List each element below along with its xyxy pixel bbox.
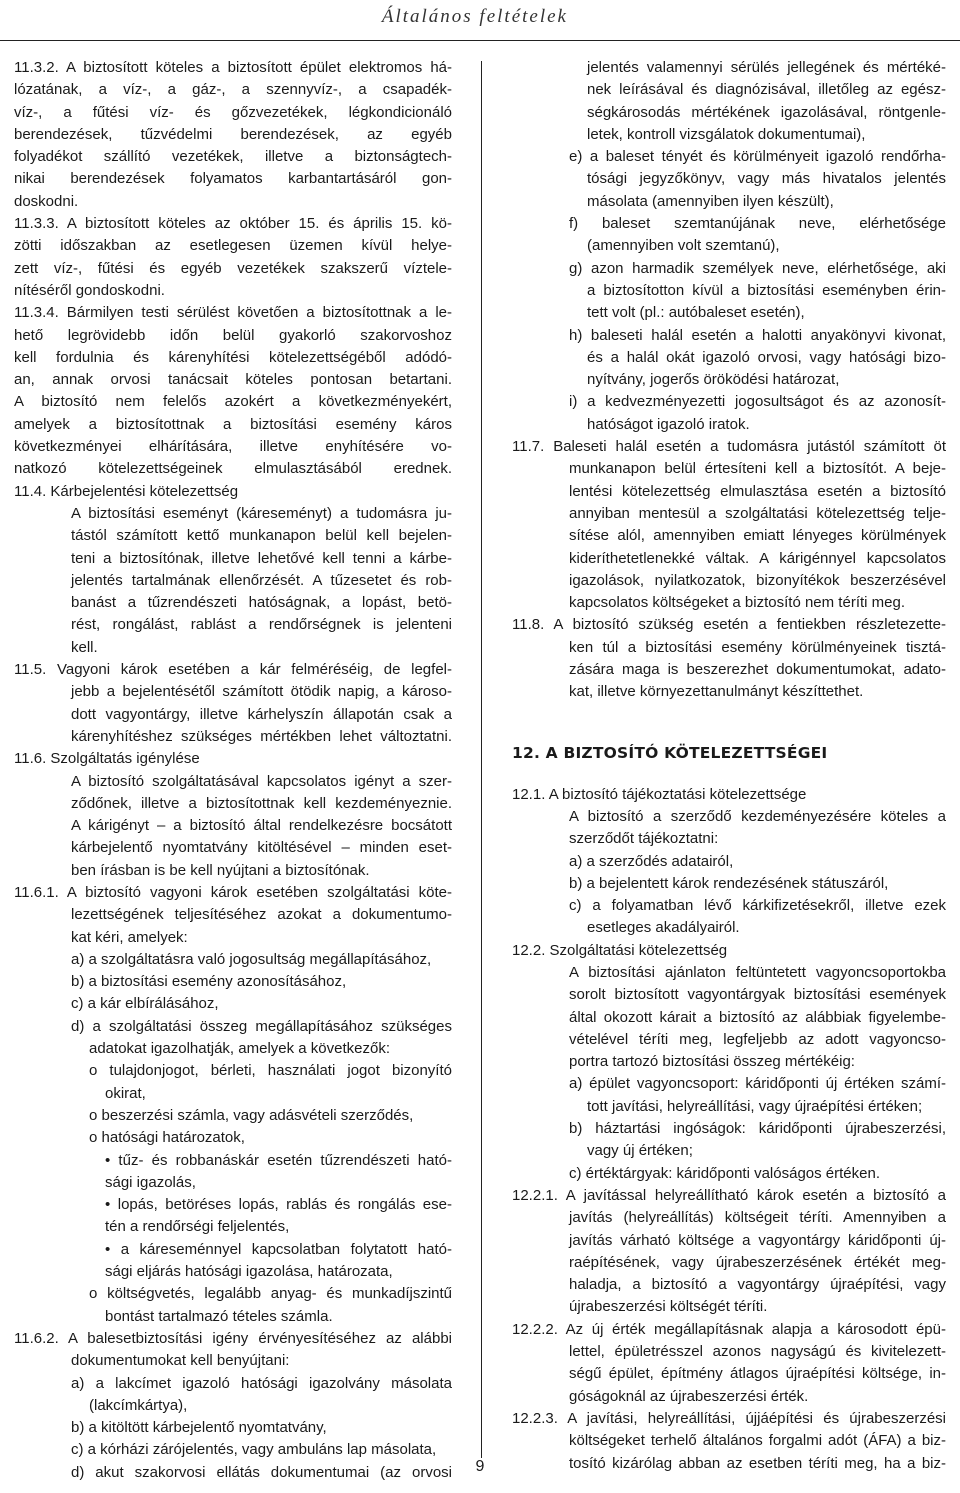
text-line: tosító kizárólag abban az esetben téríti meg, ha a biz-: [569, 1454, 946, 1472]
text-line: 12.1. A biztosító tájékoztatási kötelezettsége: [512, 785, 807, 803]
text-line: lózatának, a víz-, a gáz-, a szennyvíz-, a csapadék-: [14, 81, 452, 99]
text-line: zására maga is beszerezhet dokumentumokat, adato-: [569, 661, 946, 679]
text-line: munkanapon belül értesíteni kell a biztosítót. A beje-: [569, 460, 946, 478]
text-line: által okozott kárait a biztosító az alábbiak figyelembe-: [569, 1008, 946, 1026]
text-line: b) háztartási ingóságok: káridőponti újrabeszerzési,: [569, 1120, 946, 1138]
text-line: e) a baleset tényét és körülményeit igazoló rendőrha-: [569, 148, 946, 166]
text-line: amelyek a biztosítottnak a biztosítási esemény káros: [14, 415, 452, 433]
text-line: hatóságot igazoló iratok.: [587, 415, 750, 433]
text-line: A biztosító szolgáltatásával kapcsolatos igényt a szer-: [71, 772, 452, 790]
text-line: esetleges akadályairól.: [587, 919, 740, 937]
text-line: c) értéktárgyak: káridőponti valóságos értéken.: [569, 1164, 880, 1182]
text-line: o költségvetés, legalább anyag- és munkadíjszintű: [89, 1285, 452, 1303]
right-column-bottom: [512, 784, 946, 1475]
text-line: o beszerzési számla, vagy adásvételi szerződés,: [89, 1106, 414, 1124]
column-divider: [481, 61, 482, 1458]
text-line: dokumentumokat kell benyújtani:: [71, 1352, 290, 1370]
text-line: kell fordulnia és kárenyhítési kötelezettségéből adódó-: [14, 348, 452, 366]
text-line: nek leírásával és diagnózisával, illetőleg az egész-: [587, 81, 946, 99]
text-line: b) a bejelentett károk rendezésének státuszáról,: [569, 874, 889, 892]
text-line: kell.: [71, 638, 98, 656]
text-line: kat kéri, amelyek:: [71, 928, 188, 946]
text-line: a biztosítotton kívül a biztosítási eseményben érin-: [587, 281, 946, 299]
text-line: • tűz- és robbanáskár esetén tűzrendészeti ható-: [105, 1151, 452, 1169]
right-column: [512, 57, 946, 1475]
text-line: dott vagyontárgy, illetve kárhelyszín állapotán csak a: [71, 705, 452, 723]
text-line: tósági jegyzőkönyv, vagy más hivatalos jelentés: [587, 170, 946, 188]
text-line: vételével téríti meg, legfeljebb az adott vagyoncso-: [569, 1030, 946, 1048]
text-line: nítéséről gondoskodni.: [14, 281, 165, 299]
text-line: g) azon harmadik személyek neve, elérhetősége, aki: [569, 259, 946, 277]
text-line: 11.3.2. A biztosított köteles a biztosított épület elektromos há-: [14, 59, 452, 76]
text-line: szerződőt tájékoztatni:: [569, 830, 719, 848]
text-line: A biztosító nem felelős azokért a következményekért,: [14, 393, 452, 411]
text-line: jebb a bejelentésétől számított ötödik napig, a károso-: [71, 683, 452, 701]
text-line: sítése alól, amennyiben emiatt lényeges körülmények: [569, 527, 946, 545]
text-line: kideríthetetlenekké váltak. A kárigénnyel kapcsolatos: [569, 549, 946, 567]
text-line: • a káreseménnyel kapcsolatban folytatott ható-: [105, 1240, 452, 1258]
text-line: rést, rongálást, rablást a rendőrségnek is jelenteni: [71, 616, 452, 634]
text-line: haladja, a biztosító a vagyontárgy újraépítési, vagy: [569, 1276, 946, 1294]
text-line: teni a biztosítónak, illetve lehetővé kell tenni a kárbe-: [71, 549, 452, 567]
text-line: kárenyhítéshez szükséges mértékben lehet változtatni.: [71, 727, 452, 745]
text-line: kat, illetve környezettanulmányt készíttethet.: [569, 683, 864, 701]
text-line: újrabeszerzési költségét téríti.: [569, 1298, 768, 1316]
text-line: bontást tartalmazó tételes számla.: [105, 1307, 333, 1325]
text-line: ken túl a biztosítási esemény körülményeinek tisztá-: [569, 638, 946, 656]
text-line: sági igazolás,: [105, 1173, 196, 1191]
text-line: tott javítási, helyreállítási, vagy újraépítési értéken;: [587, 1097, 923, 1115]
text-line: portra tartozó biztosítási összeg mértékéig:: [569, 1053, 855, 1071]
text-line: (amennyiben volt szemtanú),: [587, 237, 780, 255]
text-line: b) a kitöltött kárbejelentő nyomtatvány,: [71, 1419, 327, 1437]
text-line: d) a szolgáltatási összeg megállapításához szükséges: [71, 1017, 452, 1035]
text-line: tén a rendőrségi feljelentés,: [105, 1218, 290, 1236]
text-line: 11.4. Kárbejelentési kötelezettség: [14, 482, 239, 500]
text-line: 12.2.1. A javítással helyreállítható károk esetén a biztosító a: [512, 1186, 946, 1204]
text-line: jelentés valamennyi sérülés jellegének és mértéké-: [587, 59, 946, 76]
text-line: 12.2.2. Az új érték megállapításnak alapja a károsodott épü-: [512, 1320, 946, 1338]
text-line: lentési kötelezettség elmulasztása esetén a biztosító: [569, 482, 946, 500]
text-line: a) a szolgáltatásra való jogosultság megállapításához,: [71, 950, 432, 968]
text-line: lettel, épületrésszel azonos nagyságú és kivitelezett-: [569, 1343, 946, 1361]
text-line: natkozó kötelezettségeinek elmulasztásából erednek.: [14, 460, 452, 478]
text-line: sorolt biztosított vagyontárgyak biztosítási események: [569, 986, 946, 1004]
text-line: javítás (helyreállítás) költségeit téríti. Amennyiben a: [569, 1209, 946, 1227]
text-line: a) épület vagyoncsoport: káridőponti új értéken számí-: [569, 1075, 946, 1093]
text-line: annyiban mentesül a szolgáltatási kötelezettség telje-: [569, 504, 946, 522]
text-line: a) a lakcímet igazoló hatósági igazolvány másolata: [71, 1374, 452, 1392]
text-line: an, annak orvosi tanácsait köteles pontosan betartani.: [14, 371, 452, 389]
text-line: 11.6. Szolgáltatás igénylése: [14, 750, 200, 768]
text-line: 11.6.2. A balesetbiztosítási igény érvényesítéséhez az alábbi: [14, 1329, 452, 1347]
text-line: a) a szerződés adatairól,: [569, 852, 734, 870]
text-line: berendezések, tűzvédelmi berendezések, az egyéb: [14, 125, 452, 143]
page-number: 9: [475, 1458, 485, 1475]
text-line: h) baleseti halál esetén a halotti anyakönyvi kivonat,: [569, 326, 946, 344]
text-line: okirat,: [105, 1084, 146, 1102]
text-line: nyítvány, jogerős öröködési határozat,: [587, 371, 840, 389]
left-column: [14, 57, 452, 1484]
text-line: banást a tűzrendészeti hatóságnak, a lopást, betö-: [71, 594, 452, 612]
text-line: és a halál okát igazoló orvosi, vagy hatósági bizo-: [587, 348, 946, 366]
text-line: ben írásban is be kell nyújtani a biztosítónak.: [71, 861, 370, 879]
text-line: A biztosító a szerződő kezdeményezésére köteles a: [569, 807, 946, 825]
text-line: lezettségének teljesítéséhez azokat a dokumentumo-: [71, 906, 452, 924]
text-line: i) a kedvezményezetti jogosultságot és az azonosít-: [569, 393, 946, 411]
text-line: f) baleset szemtanújának neve, elérhetősége: [569, 215, 946, 233]
text-line: javítás várható költsége a vagyontárgy káridőponti új-: [569, 1231, 946, 1249]
text-line: kárbejelentő nyomtatvány kitöltésével – minden eset-: [71, 839, 452, 857]
text-line: másolata (amennyiben ilyen készült),: [587, 192, 834, 210]
text-line: letek, kontroll vizsgálatok dokumentumai),: [587, 125, 866, 143]
text-line: (lakcímkártya),: [89, 1396, 188, 1414]
text-line: ségű épület, építmény átlagos újraépítési költsége, in-: [569, 1365, 946, 1383]
text-line: ségkárosodás mértékének igazolásával, röntgenle-: [587, 103, 946, 121]
text-line: tástól számított kettő munkanapon belül kell bejelen-: [71, 527, 452, 545]
text-line: A biztosítási ajánlaton feltüntetett vagyoncsoportokba: [569, 963, 946, 981]
text-line: o hatósági határozatok,: [89, 1129, 245, 1147]
text-line: doskodni.: [14, 192, 79, 210]
text-line: A kárigényt – a biztosító által rendelkezésre bocsátott: [71, 817, 452, 835]
text-line: következményei elhárítására, illetve enyhítésére vo-: [14, 438, 452, 456]
right-column-top: [512, 57, 946, 704]
text-line: nikai berendezések folyamatos karbantartásáról gon-: [14, 170, 452, 188]
text-line: 12.2. Szolgáltatási kötelezettség: [512, 941, 728, 959]
text-line: • lopás, betöréses lopás, rablás és rongálás ese-: [105, 1196, 452, 1214]
text-line: 11.8. A biztosító szükség esetén a fentiekben részletezette-: [512, 616, 946, 634]
text-line: kapcsolatos költségeket a biztosító nem téríti meg.: [569, 594, 905, 612]
text-line: 11.3.3. A biztosított köteles az október 15. és április 15. kö-: [14, 215, 452, 233]
text-line: raépítésének, vagy újrabeszerzésének értékét meg-: [569, 1253, 946, 1271]
text-line: zötti időszakban az esetlegesen üzemen kívül helye-: [14, 237, 452, 255]
text-line: 11.5. Vagyoni károk esetében a kár felméréséig, de legfel-: [14, 661, 452, 679]
text-line: A biztosítási eseményt (káreseményt) a tudomásra ju-: [71, 504, 452, 522]
text-line: 11.6.1. A biztosító vagyoni károk esetében szolgáltatási köte-: [14, 883, 452, 901]
text-line: o tulajdonjogot, bérleti, használati jogot bizonyító: [89, 1062, 452, 1080]
text-line: sági eljárás hatósági igazolása, határozata,: [105, 1263, 393, 1281]
section-heading: 12. A BIZTOSÍTÓ KÖTELEZETTSÉGEI: [512, 743, 828, 762]
text-line: ződőnek, illetve a biztosítottnak kell kezdeményeznie.: [71, 794, 452, 812]
text-line: folyadékot szállító vezetékek, illetve a biztonságtech-: [14, 148, 452, 166]
text-line: c) a folyamatban lévő kárkifizetésekről, illetve ezek: [569, 897, 946, 915]
running-header-title: Általános feltételek: [381, 6, 568, 27]
text-line: c) a kórházi zárójelentés, vagy ambuláns lap másolata,: [71, 1441, 437, 1459]
text-line: költségeket terhelő általános forgalmi adót (ÁFA) a biz-: [569, 1432, 946, 1450]
text-line: 12.2.3. A javítási, helyreállítási, újjáépítési és újrabeszerzési: [512, 1409, 946, 1427]
text-line: góságoknál az újrabeszerzési érték.: [569, 1387, 809, 1405]
text-line: c) a kár elbírálásához,: [71, 995, 219, 1013]
text-line: hető legrövidebb időn belül gyakorló szakorvoshoz: [14, 326, 452, 344]
text-line: b) a biztosítási esemény azonosításához,: [71, 973, 347, 991]
text-line: jelentés tartalmának ellenőrzését. A tűzesetet és rob-: [71, 571, 452, 589]
text-line: adatokat igazolhatják, amelyek a következők:: [89, 1040, 391, 1058]
text-line: zett víz-, fűtési és egyéb vezetékek szakszerű víztele-: [14, 259, 452, 277]
text-line: 11.3.4. Bármilyen testi sérülést követően a biztosítottnak a le-: [14, 304, 452, 322]
text-line: tett volt (pl.: autóbaleset esetén),: [587, 304, 805, 322]
text-line: 11.7. Baleseti halál esetén a tudomásra jutástól számított öt: [512, 438, 946, 456]
text-line: vagy új értéken;: [587, 1142, 693, 1160]
text-line: d) akut szakorvosi ellátás dokumentumai (az orvosi: [71, 1463, 452, 1481]
text-line: igazolások, nyilatkozatok, bizonyítékok beszerzésével: [569, 571, 946, 589]
header-rule: [0, 40, 960, 41]
text-line: víz-, a fűtési víz- és gőzvezetékek, légkondicionáló: [14, 103, 452, 121]
